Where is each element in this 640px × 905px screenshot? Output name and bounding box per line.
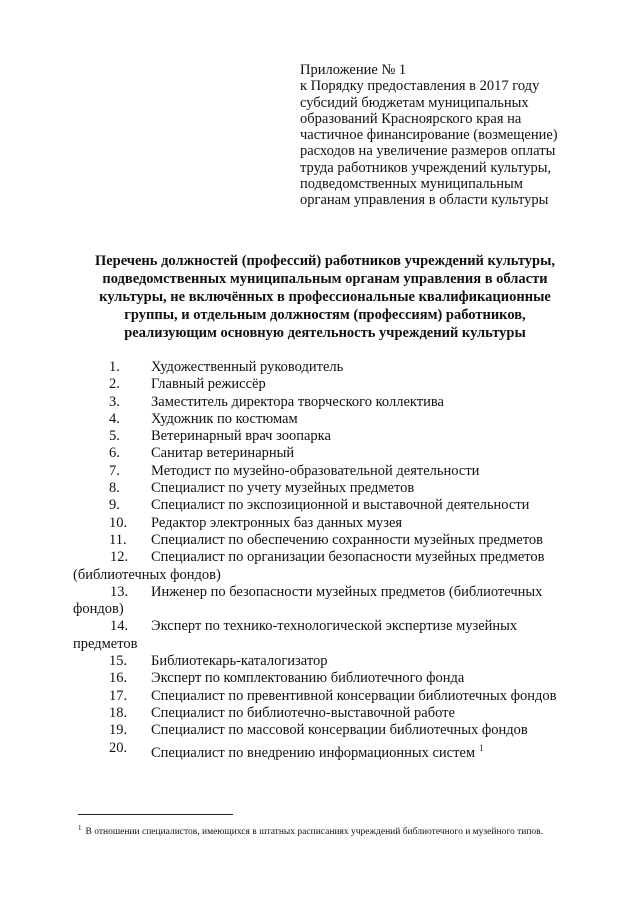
item-text: Специалист по организации безопасности музейных предметов bbox=[151, 549, 545, 566]
item-text: Редактор электронных баз данных музея bbox=[151, 514, 403, 531]
item-number: 17. bbox=[109, 687, 128, 704]
item-text: Художник по костюмам bbox=[151, 410, 298, 427]
list-item bbox=[78, 532, 598, 549]
item-number: 13. bbox=[110, 583, 129, 600]
positions-list bbox=[73, 359, 598, 762]
item-number: 10. bbox=[109, 514, 128, 531]
item-text: Специалист по библиотечно-выставочной работе bbox=[151, 704, 455, 721]
list-item bbox=[78, 411, 598, 428]
item-number: 3. bbox=[109, 393, 120, 410]
item-number: 4. bbox=[109, 410, 120, 427]
appendix-line: образований Красноярского края на bbox=[300, 110, 522, 127]
title-line: подведомственных муниципальным органам управления в области bbox=[102, 271, 548, 287]
item-text: Специалист по экспозиционной и выставочной деятельности bbox=[151, 497, 530, 514]
appendix-line: органам управления в области культуры bbox=[300, 192, 549, 209]
list-item bbox=[78, 688, 598, 705]
item-text: Эксперт по комплектованию библиотечного фонда bbox=[151, 670, 465, 687]
footnote-mark: 1 bbox=[78, 824, 82, 832]
item-number: 1. bbox=[109, 359, 120, 375]
item-number: 11. bbox=[109, 531, 127, 548]
item-text: Специалист по превентивной консервации библиотечных фондов bbox=[151, 687, 557, 704]
list-item bbox=[78, 497, 598, 514]
item-first-line bbox=[110, 584, 598, 601]
item-text: Специалист по внедрению информационных систем bbox=[151, 744, 476, 761]
item-continuation: фондов) bbox=[73, 601, 124, 618]
footnote bbox=[78, 820, 598, 841]
item-text: Ветеринарный врач зоопарка bbox=[151, 428, 331, 445]
title-line: группы, и отдельным должностям (профессиям) работников, bbox=[124, 307, 526, 323]
appendix-line: субсидий бюджетам муниципальных bbox=[300, 94, 529, 111]
list-item bbox=[78, 653, 598, 670]
list-item bbox=[78, 705, 598, 722]
list-item bbox=[73, 583, 598, 619]
list-item bbox=[73, 618, 598, 653]
item-number: 2. bbox=[109, 376, 120, 393]
item-number: 19. bbox=[109, 722, 128, 739]
item-number: 9. bbox=[109, 497, 120, 514]
list-item bbox=[78, 670, 598, 687]
item-text: Главный режиссёр bbox=[151, 376, 266, 393]
title-line: Перечень должностей (профессий) работников учреждений культуры, bbox=[94, 253, 556, 269]
list-item bbox=[78, 394, 598, 411]
title-line: реализующим основную деятельность учреждений культуры bbox=[124, 325, 526, 341]
item-text: Специалист по обеспечению сохранности музейных предметов bbox=[151, 531, 543, 548]
list-item bbox=[78, 740, 598, 762]
item-number: 5. bbox=[109, 428, 120, 445]
item-number: 20. bbox=[109, 739, 128, 756]
list-item bbox=[78, 480, 598, 497]
item-number: 6. bbox=[109, 445, 120, 462]
item-number: 12. bbox=[110, 549, 129, 566]
item-number: 14. bbox=[110, 618, 129, 635]
item-first-line bbox=[110, 618, 598, 635]
item-text: Специалист по учету музейных предметов bbox=[151, 480, 415, 497]
item-continuation: (библиотечных фондов) bbox=[73, 566, 221, 583]
item-text: Методист по музейно-образовательной деятельности bbox=[151, 462, 480, 479]
item-text: Художественный руководитель bbox=[151, 359, 344, 375]
title-line: культуры, не включённых в профессиональные квалификационные bbox=[99, 289, 551, 305]
appendix-line: труда работников учреждений культуры, bbox=[300, 159, 552, 176]
item-number: 8. bbox=[109, 480, 120, 497]
item-continuation: предметов bbox=[73, 635, 138, 652]
list-item bbox=[78, 463, 598, 480]
list-item bbox=[78, 515, 598, 532]
appendix-header bbox=[300, 62, 620, 209]
list-item bbox=[78, 722, 598, 739]
appendix-line: частичное финансирование (возмещение) bbox=[300, 127, 558, 144]
item-text: Заместитель директора творческого коллектива bbox=[151, 393, 444, 410]
list-item bbox=[78, 428, 598, 445]
item-number: 16. bbox=[109, 670, 128, 687]
list-item bbox=[73, 549, 598, 584]
item-text: Инженер по безопасности музейных предметов (библиотечных bbox=[151, 583, 543, 600]
item-number: 18. bbox=[109, 704, 128, 721]
footnote-divider bbox=[78, 814, 233, 815]
item-text: Специалист по массовой консервации библиотечных фондов bbox=[151, 722, 528, 739]
item-text: Библиотекарь-каталогизатор bbox=[151, 653, 328, 670]
appendix-line: подведомственных муниципальным bbox=[300, 176, 523, 193]
list-item bbox=[78, 359, 598, 376]
list-item bbox=[78, 445, 598, 462]
appendix-line: Приложение № 1 bbox=[300, 62, 407, 78]
appendix-line: к Порядку предоставления в 2017 году bbox=[300, 78, 540, 95]
item-text: Эксперт по технико-технологической экспертизе музейных bbox=[151, 618, 518, 635]
document-title bbox=[60, 252, 590, 342]
item-text: Санитар ветеринарный bbox=[151, 445, 295, 462]
appendix-line: расходов на увеличение размеров оплаты bbox=[300, 143, 556, 160]
list-item bbox=[78, 376, 598, 393]
item-number: 15. bbox=[109, 653, 128, 670]
footnote-reference: 1 bbox=[479, 742, 484, 753]
item-number: 7. bbox=[109, 462, 120, 479]
item-first-line bbox=[110, 549, 598, 566]
footnote-text: В отношении специалистов, имеющихся в штатных расписаниях учреждений библиотечного и музейного типов. bbox=[85, 827, 544, 838]
